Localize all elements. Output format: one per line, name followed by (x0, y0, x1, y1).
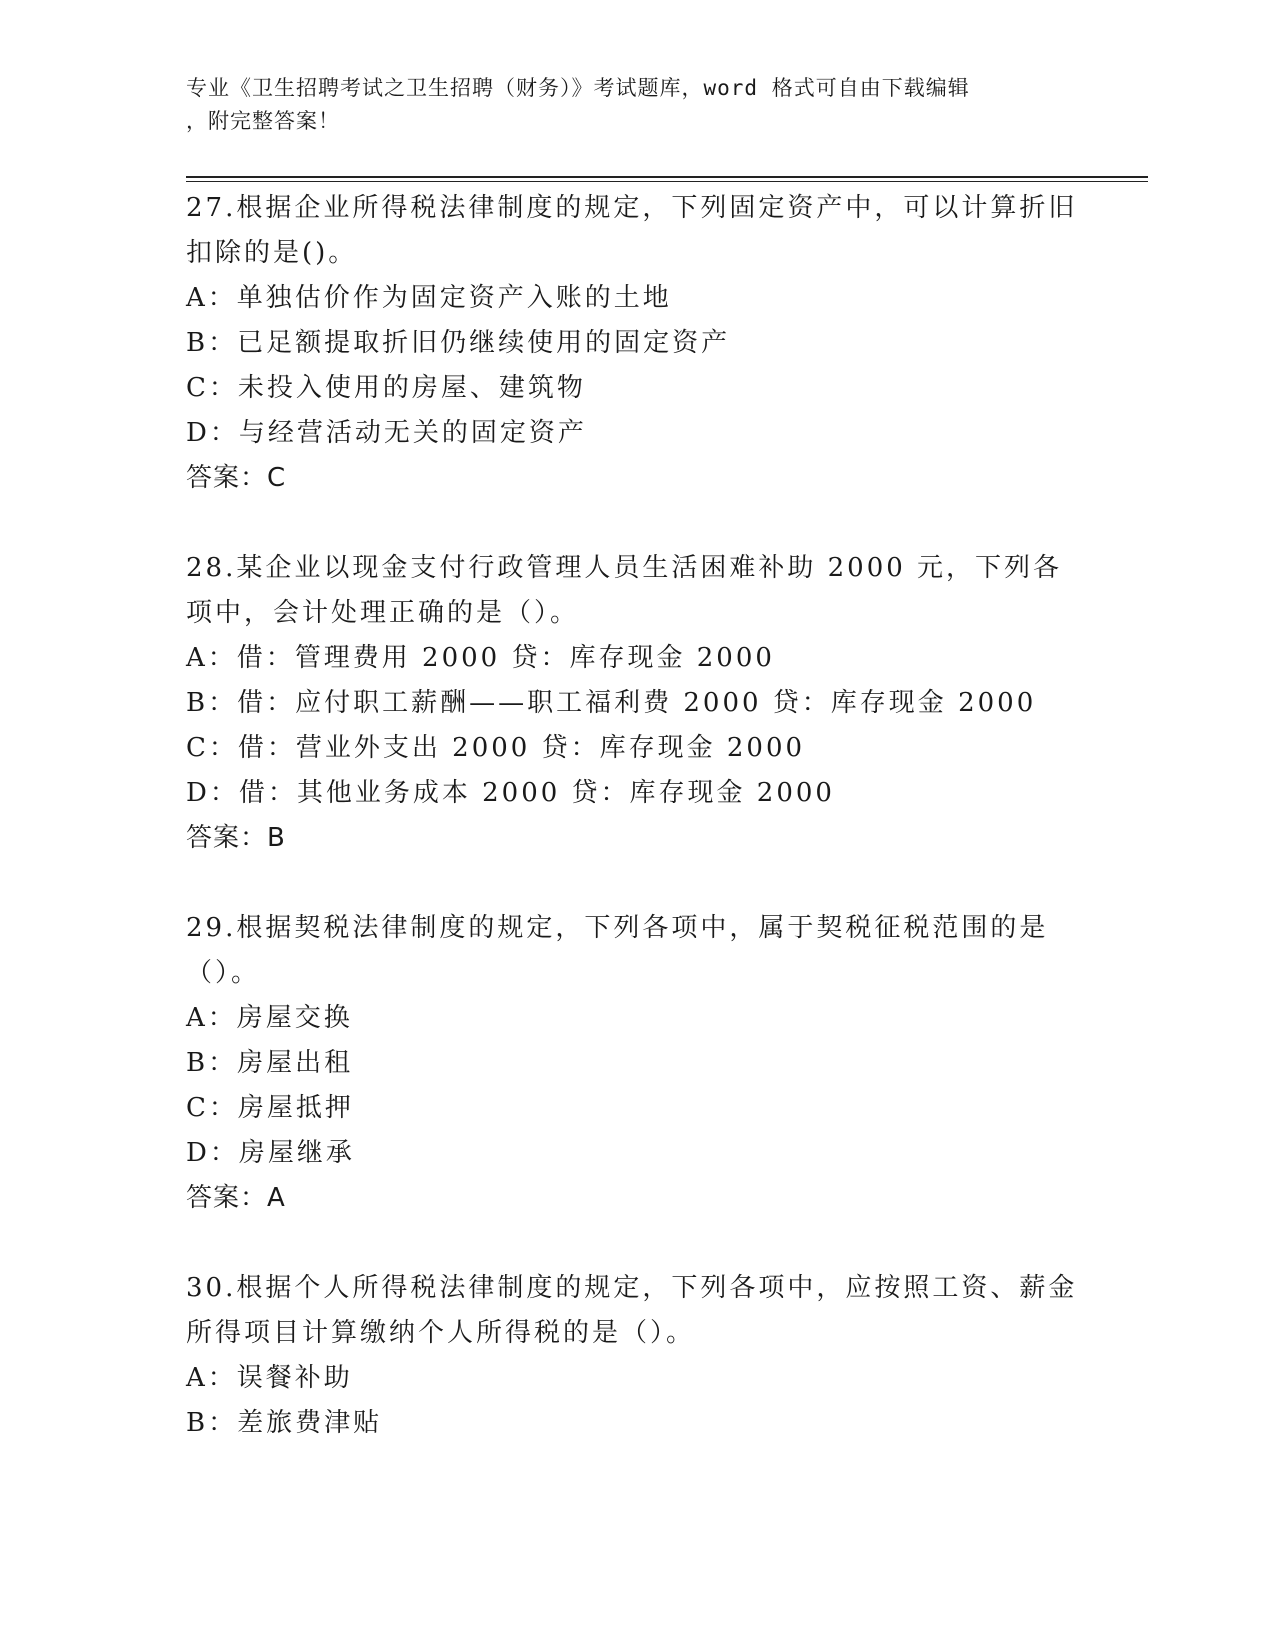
question-option: C：房屋抵押 (186, 1093, 354, 1123)
question-stem: 30.根据个人所得税法律制度的规定，下列各项中，应按照工资、薪金所得项目计算缴纳个人所得税的是（）。 (186, 1273, 1078, 1348)
question-option: A：单独估价作为固定资产入账的土地 (186, 283, 672, 313)
question-answer: 答案：C (186, 463, 287, 493)
question-item (186, 546, 1086, 861)
question-option: A：房屋交换 (186, 1003, 353, 1033)
question-option: A：误餐补助 (186, 1363, 353, 1393)
question-option: D：房屋继承 (186, 1138, 355, 1168)
question-item (186, 1266, 1086, 1446)
question-stem: 28.某企业以现金支付行政管理人员生活困难补助 2000 元，下列各项中，会计处理正确的是（）。 (186, 553, 1063, 628)
question-option: D：借：其他业务成本 2000 贷：库存现金 2000 (186, 778, 835, 808)
question-stem: 27.根据企业所得税法律制度的规定，下列固定资产中，可以计算折旧扣除的是()。 (186, 193, 1078, 268)
question-option: C：借：营业外支出 2000 贷：库存现金 2000 (186, 733, 806, 763)
question-option: D：与经营活动无关的固定资产 (186, 418, 587, 448)
question-option: B：借：应付职工薪酬——职工福利费 2000 贷：库存现金 2000 (186, 688, 1037, 718)
question-option: B：差旅费津贴 (186, 1408, 383, 1438)
question-list (186, 186, 1086, 1491)
header-line-1: 专业《卫生招聘考试之卫生招聘（财务）》考试题库，word 格式可自由下载编辑 (186, 76, 970, 100)
question-option: A：借：管理费用 2000 贷：库存现金 2000 (186, 643, 775, 673)
question-answer: 答案：A (186, 1183, 286, 1213)
document-header (186, 72, 1066, 138)
header-line-2: ，附完整答案！ (186, 109, 340, 133)
question-answer: 答案：B (186, 823, 286, 853)
question-stem: 29.根据契税法律制度的规定，下列各项中，属于契税征税范围的是（）。 (186, 913, 1049, 988)
question-item (186, 906, 1086, 1221)
question-item (186, 186, 1086, 501)
header-divider (186, 176, 1148, 182)
question-option: B：房屋出租 (186, 1048, 354, 1078)
question-option: C：未投入使用的房屋、建筑物 (186, 373, 586, 403)
question-option: B：已足额提取折旧仍继续使用的固定资产 (186, 328, 731, 358)
